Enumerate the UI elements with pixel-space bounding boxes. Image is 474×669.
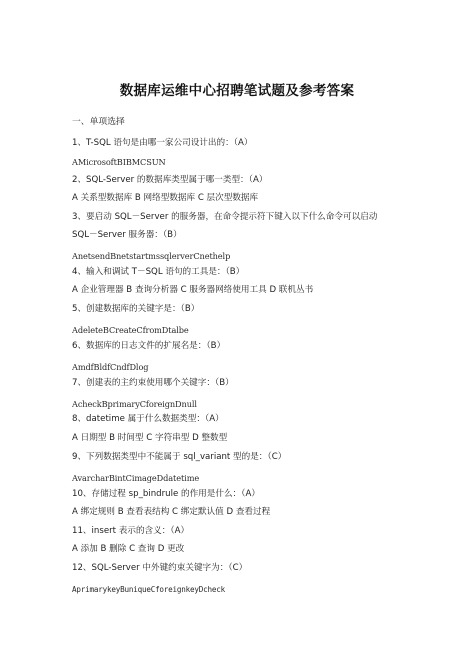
document-title: 数据库运维中心招聘笔试题及参考答案	[119, 83, 355, 99]
question-line: 8、datetime 属于什么数据类型：（A）	[72, 414, 224, 424]
question-line: 4、输入和调试 T－SQL 语句的工具是：（B）	[72, 267, 245, 277]
section-heading: 一、单项选择	[72, 117, 125, 127]
answer-options-line: AvarcharBintCimageDdatetime	[72, 473, 200, 483]
question-line: 11、insert 表示的含义：（A）	[72, 526, 190, 536]
answer-options-line: AnetsendBnetstartmssqlerverCnethelp	[72, 251, 231, 261]
answer-options-line: A 添加 B 删除 C 查询 D 更改	[72, 544, 185, 554]
answer-options-line: A 日期型 B 时间型 C 字符串型 D 整数型	[72, 433, 228, 443]
question-line: 12、SQL-Server 中外键约束关键字为：（C）	[72, 563, 248, 573]
question-line: 2、SQL-Server 的数据库类型属于哪一类型：（A）	[72, 175, 268, 185]
answer-options-line: A 企业管理器 B 查询分析器 C 服务器网络使用工具 D 联机丛书	[72, 285, 314, 295]
answer-options-line: AmdfBldfCndfDlog	[72, 362, 149, 372]
question-line: 3、要启动 SQL－Server 的服务器，在命令提示符下键入以下什么命令可以启动	[72, 212, 378, 222]
question-line: 1、T-SQL 语句是由哪一家公司设计出的：（A）	[72, 138, 253, 148]
answer-options-line: AdeleteBCreateCfromDtalbe	[72, 325, 189, 335]
answer-options-line: A 绑定规则 B 查看表结构 C 绑定默认值 D 查看过程	[72, 507, 271, 517]
answer-options-line: AprimarykeyBuniqueCforeignkeyDcheck	[72, 585, 226, 594]
question-line: 7、创建表的主约束使用哪个关键字：（B）	[72, 378, 234, 388]
question-line-continued: SQL－Server 服务器：（B）	[72, 230, 182, 240]
question-line: 9、下列数据类型中不能属于 sql_variant 型的是：（C）	[72, 452, 287, 462]
question-line: 5、创建数据库的关键字是：（B）	[72, 304, 200, 314]
question-line: 10、存储过程 sp_bindrule 的作用是什么：（A）	[72, 489, 260, 499]
question-line: 6、数据库的日志文件的扩展名是：（B）	[72, 341, 226, 351]
answer-options-line: A 关系型数据库 B 网络型数据库 C 层次型数据库	[72, 193, 259, 203]
answer-options-line: AcheckBprimaryCforeignDnull	[72, 399, 197, 409]
answer-options-line: AMicrosoftBIBMCSUN	[72, 157, 166, 167]
